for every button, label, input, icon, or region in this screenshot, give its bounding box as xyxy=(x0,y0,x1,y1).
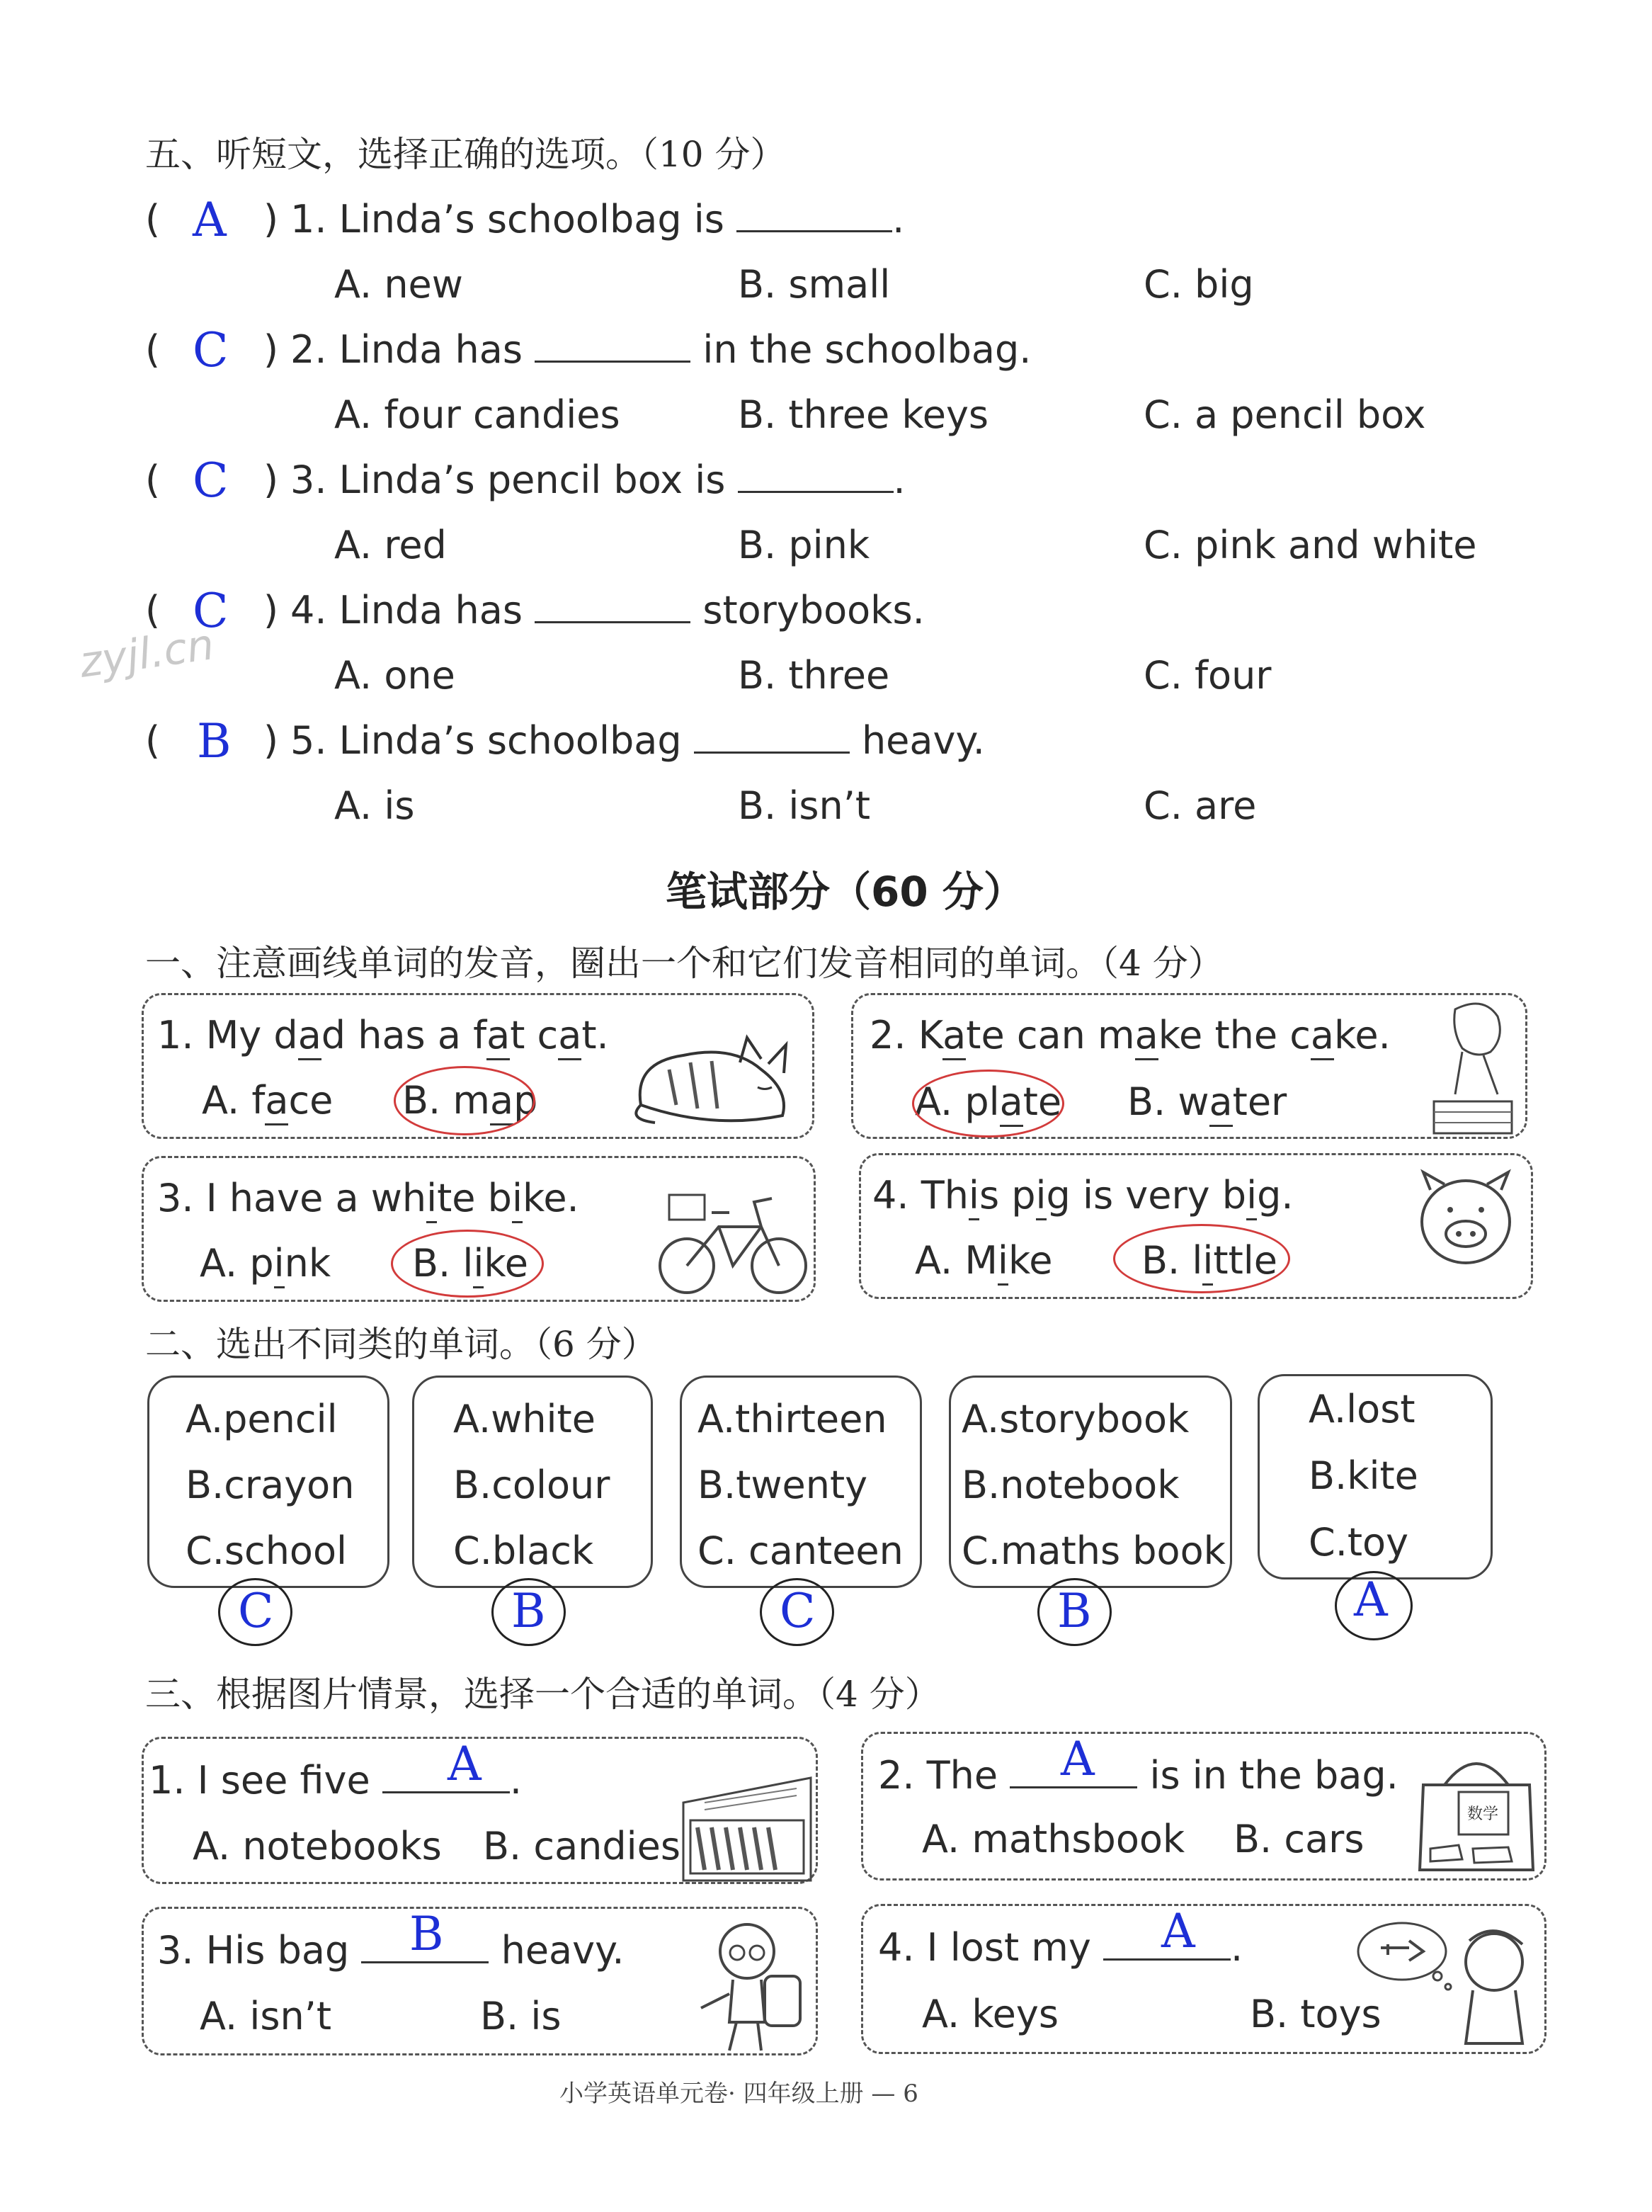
section1-heading: 一、注意画线单词的发音，圈出一个和它们发音相同的单词。（4 分） xyxy=(145,943,1224,984)
word: A.lost xyxy=(1309,1387,1415,1431)
book-label: 数学 xyxy=(1467,1805,1499,1823)
question-stem: 3. His bag heavy. xyxy=(157,1928,625,1973)
option-a: A. one xyxy=(334,653,455,698)
section2-heading: 二、选出不同类的单词。（6 分） xyxy=(145,1324,657,1365)
option-b: B. pink xyxy=(738,523,870,567)
phonics-option-a[interactable]: A. pink xyxy=(200,1241,331,1286)
option-a: A. new xyxy=(334,262,463,307)
phonics-option-a[interactable]: A. plate xyxy=(915,1079,1061,1124)
bike-picture xyxy=(655,1184,811,1298)
option-b: B. cars xyxy=(1234,1817,1365,1861)
watermark: zyjl.cn xyxy=(76,620,217,688)
option-b: B. small xyxy=(738,262,891,307)
option-b: B. candies xyxy=(483,1824,681,1868)
word: B.crayon xyxy=(186,1463,355,1507)
phonics-option-a[interactable]: A. face xyxy=(202,1078,333,1123)
option-c: C. four xyxy=(1144,653,1272,698)
section3-heading: 三、根据图片情景，选择一个合适的单词。（4 分） xyxy=(145,1674,940,1715)
option-c: C. pink and white xyxy=(1144,523,1477,567)
question-stem: 1. I see five . xyxy=(149,1758,523,1803)
question-stem: 4. Linda has storybooks. xyxy=(290,588,925,633)
option-a: A. keys xyxy=(922,1992,1059,2036)
option-c: C. a pencil box xyxy=(1144,392,1426,437)
word: C. canteen xyxy=(697,1528,904,1573)
option-a: A. mathsbook xyxy=(922,1817,1185,1861)
option-b: B. is xyxy=(480,1994,562,2038)
option-b: B. three xyxy=(738,653,890,698)
word: B.kite xyxy=(1309,1453,1418,1498)
schoolbag-picture xyxy=(1409,1749,1544,1881)
question-stem: 4. I lost my . xyxy=(878,1925,1243,1970)
answer-mark: B xyxy=(197,714,232,768)
answer-mark: C xyxy=(193,584,229,638)
phonics-option-b[interactable]: B. water xyxy=(1127,1079,1287,1124)
phonics-option-b[interactable]: B. map xyxy=(402,1078,537,1123)
question-stem: 2. Linda has in the schoolbag. xyxy=(290,327,1032,372)
option-a: A. red xyxy=(334,523,447,567)
page-footer: 小学英语单元卷· 四年级上册 — 6 xyxy=(559,2080,918,2108)
phonics-sentence: 1. My dad has a fat cat. xyxy=(157,1013,609,1057)
circled-answer xyxy=(394,1066,535,1135)
word: A.pencil xyxy=(186,1397,338,1441)
option-a: A. four candies xyxy=(334,392,620,437)
cat-picture xyxy=(627,1020,811,1133)
pig-picture xyxy=(1409,1169,1522,1275)
option-b: B. isn’t xyxy=(738,783,871,828)
question-stem: 5. Linda’s schoolbag heavy. xyxy=(290,718,985,763)
phonics-option-a[interactable]: A. Mike xyxy=(915,1238,1053,1283)
word: C.toy xyxy=(1309,1520,1409,1565)
question-stem: 3. Linda’s pencil box is . xyxy=(290,458,906,502)
option-a: A. is xyxy=(334,783,415,828)
word: B.notebook xyxy=(962,1463,1180,1507)
word: C.black xyxy=(453,1528,594,1573)
option-b: B. toys xyxy=(1250,1992,1382,2036)
answer-mark: A xyxy=(1161,1904,1195,1958)
answer-mark: A xyxy=(448,1737,482,1791)
word: A.thirteen xyxy=(697,1397,887,1441)
answer-mark: C xyxy=(780,1584,816,1638)
circled-answer xyxy=(1113,1224,1290,1293)
word: B.colour xyxy=(453,1463,610,1507)
answer-mark: A xyxy=(193,193,227,247)
answer-mark: B xyxy=(1057,1584,1092,1638)
option-a: A. notebooks xyxy=(193,1824,442,1868)
option-c: C. are xyxy=(1144,783,1257,828)
phonics-sentence: 2. Kate can make the cake. xyxy=(870,1013,1391,1057)
question-stem: 2. The is in the bag. xyxy=(878,1753,1398,1798)
option-b: B. three keys xyxy=(738,392,989,437)
circled-answer xyxy=(912,1070,1064,1138)
word: A.white xyxy=(453,1397,596,1441)
answer-mark: B xyxy=(511,1584,546,1638)
word: C.maths book xyxy=(962,1528,1226,1573)
question-stem: 1. Linda’s schoolbag is . xyxy=(290,197,905,242)
phonics-sentence: 4. This pig is very big. xyxy=(872,1173,1294,1218)
girl-thinking-keys-picture xyxy=(1352,1912,1540,2051)
answer-mark: C xyxy=(238,1584,274,1638)
option-c: C. big xyxy=(1144,262,1254,307)
word: C.school xyxy=(186,1528,347,1573)
phonics-option-b[interactable]: B. like xyxy=(412,1241,528,1286)
circled-answer xyxy=(391,1230,544,1298)
option-a: A. isn’t xyxy=(200,1994,332,2038)
answer-mark: C xyxy=(193,453,229,508)
girl-baking-picture xyxy=(1413,995,1526,1137)
desk-picture xyxy=(676,1774,818,1884)
answer-mark: A xyxy=(1354,1572,1388,1627)
phonics-option-b[interactable]: B. little xyxy=(1141,1238,1277,1283)
written-part-title: 笔试部分（60 分） xyxy=(666,868,1025,916)
section5-heading: 五、听短文，选择正确的选项。（10 分） xyxy=(145,134,786,175)
phonics-sentence: 3. I have a white bike. xyxy=(157,1176,579,1220)
answer-mark: A xyxy=(1061,1732,1095,1786)
word: A.storybook xyxy=(962,1397,1190,1441)
answer-mark: B xyxy=(409,1907,444,1961)
boy-with-bag-picture xyxy=(690,1916,814,2054)
answer-mark: C xyxy=(193,323,229,378)
word: B.twenty xyxy=(697,1463,868,1507)
